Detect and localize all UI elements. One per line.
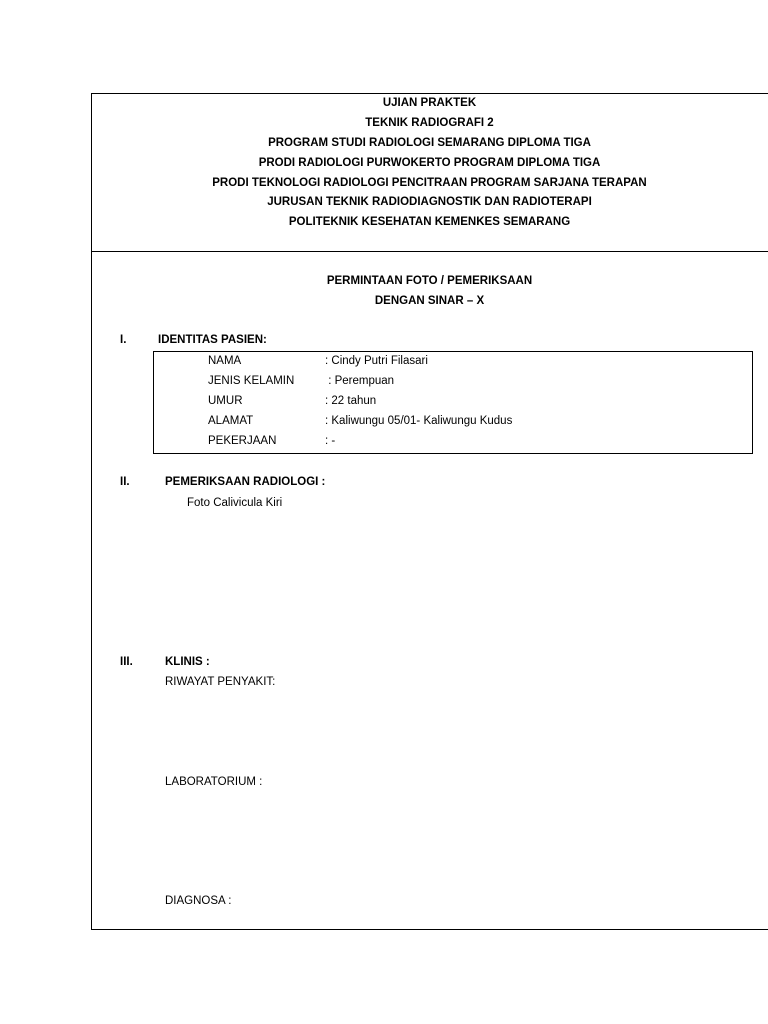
section3-number: III. [120,656,133,668]
header-line-program-sarjana: PRODI TEKNOLOGI RADIOLOGI PENCITRAAN PROGRAM SARJANA TERAPAN [212,177,647,189]
header-line-program-purwokerto: PRODI RADIOLOGI PURWOKERTO PROGRAM DIPLOMA TIGA [258,157,601,169]
section3-title: KLINIS : [165,656,210,668]
field-label-alamat: ALAMAT [208,415,254,427]
header-line-exam: UJIAN PRAKTEK [382,97,477,109]
section1-title: IDENTITAS PASIEN: [158,334,267,346]
header-line-institution: POLITEKNIK KESEHATAN KEMENKES SEMARANG [288,216,571,228]
field-value-nama: : Cindy Putri Filasari [325,355,428,367]
field-label-pekerjaan: PEKERJAAN [208,435,277,447]
field-label-nama: NAMA [208,355,242,367]
header-line-course: TEKNIK RADIOGRAFI 2 [365,117,494,129]
riwayat-penyakit-label: RIWAYAT PENYAKIT: [165,676,276,688]
field-label-jenis-kelamin: JENIS KELAMIN [208,375,295,387]
section1-number: I. [120,334,127,346]
section2-number: II. [120,476,130,488]
field-value-pekerjaan: : - [325,435,336,447]
field-value-umur: : 22 tahun [325,395,377,407]
header-divider [91,251,768,252]
form-title-line1: PERMINTAAN FOTO / PEMERIKSAAN [326,275,533,287]
field-label-umur: UMUR [208,395,243,407]
header-line-department: JURUSAN TEKNIK RADIODIAGNOSTIK DAN RADIOTERAPI [267,196,592,208]
section2-title: PEMERIKSAAN RADIOLOGI : [165,476,326,488]
header-line-program-semarang: PROGRAM STUDI RADIOLOGI SEMARANG DIPLOMA TIGA [268,137,591,149]
radiology-exam-value: Foto Calivicula Kiri [187,497,283,509]
form-title-line2: DENGAN SINAR – X [374,295,485,307]
field-value-alamat: : Kaliwungu 05/01- Kaliwungu Kudus [325,415,513,427]
diagnosa-label: DIAGNOSA : [165,895,232,907]
field-value-jenis-kelamin: : Perempuan [325,375,395,387]
laboratorium-label: LABORATORIUM : [165,776,263,788]
